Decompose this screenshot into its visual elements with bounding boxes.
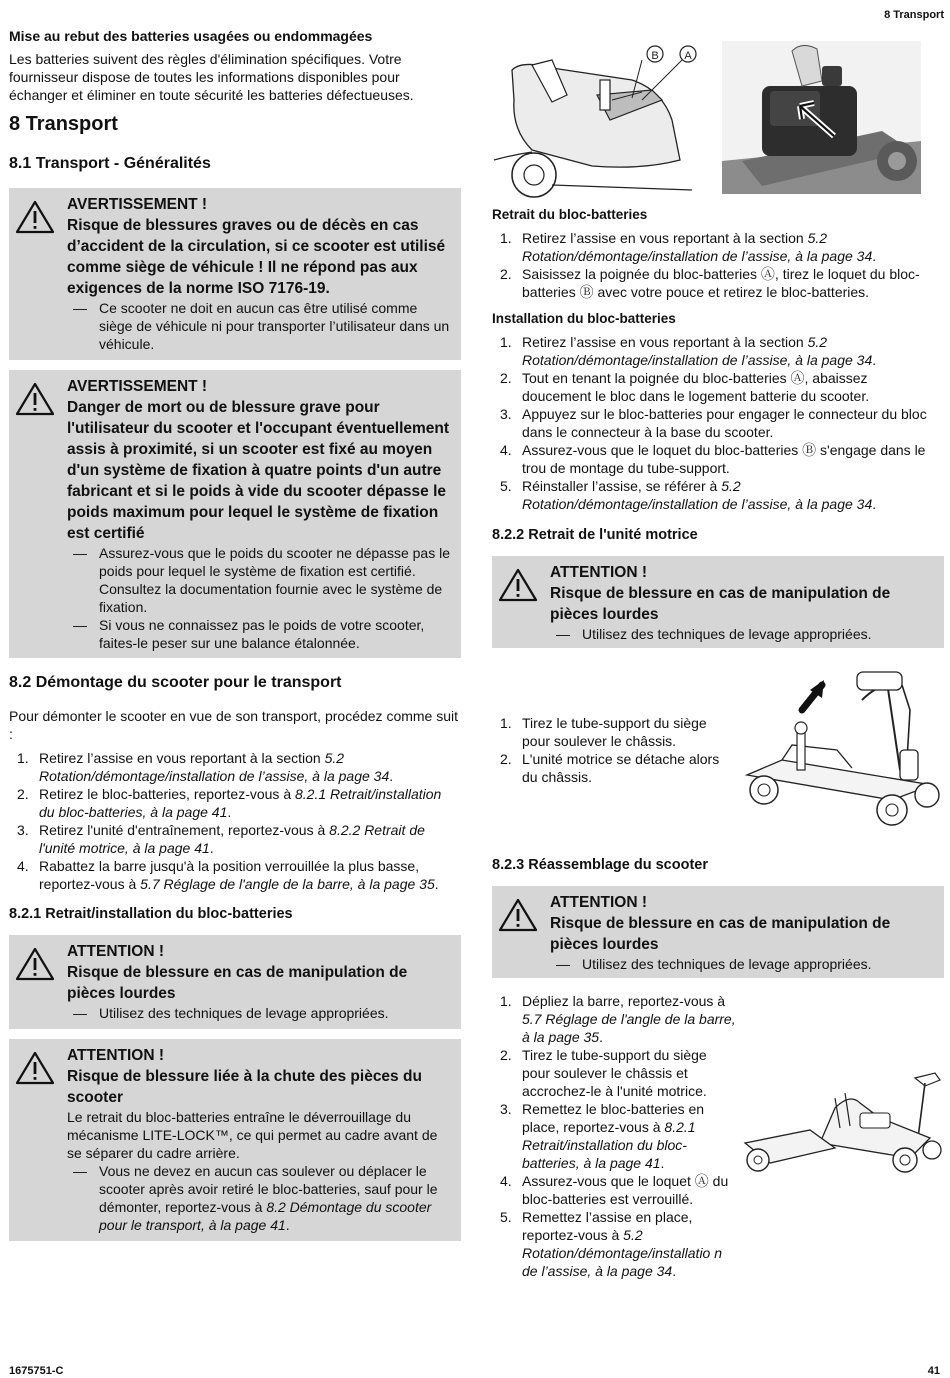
caution-box-heavy-parts-reassembly <box>492 886 944 978</box>
disposal-text: Les batteries suivent des règles d'élimination spécifiques. Votre fournisseur dispose de toutes les informations disponibles pour échanger et éliminer en toute sécurité les batteries défectueuses. <box>9 51 414 103</box>
warning-hazard-text: Danger de mort ou de blessure grave pour l'utilisateur du scooter et l'occupant éventuellement assis à proximité, si un scooter est fixé au moyen d'un système de fixation à quatre points d'un autre fabricant et si le poids à vide du scooter dépasse le poids maximum pour lequel le système de fixation est certifié <box>67 399 450 542</box>
step-item: 2. Tout en tenant la poignée du bloc-batteries Ⓐ, abaissez doucement le bloc dans le logement batterie du scooter. <box>500 370 870 404</box>
warning-action-item: — Assurez-vous que le poids du scooter ne dépasse pas le poids pour lequel le système de fixation est certifié. Consultez la documentation fournie avec le système de fixation. <box>67 544 451 616</box>
section-8-1-title: 8.1 Transport - Généralités <box>9 155 211 172</box>
warning-triangle-icon <box>15 946 55 982</box>
step-item: 3. Retirez l'unité d'entraînement, reportez-vous à 8.2.2 Retrait de l'unité motrice, à la page 41. <box>17 822 425 856</box>
caution-action-item: — Utilisez des techniques de levage appropriées. <box>550 625 934 643</box>
caution-box-heavy-parts <box>9 935 461 1029</box>
caution-signal-word: ATTENTION ! <box>550 894 648 911</box>
callout-b-label: B <box>651 50 659 62</box>
motor-unit-illustration <box>742 660 942 835</box>
motor-removal-steps <box>492 714 737 786</box>
caution-hazard-text: Risque de blessure en cas de manipulation de pièces lourdes <box>550 585 891 623</box>
warning-triangle-icon <box>15 381 55 417</box>
battery-removal-steps <box>492 229 940 301</box>
step-item: 2. Retirez le bloc-batteries, reportez-vous à 8.2.1 Retrait/installation du bloc-batteries, à la page 41. <box>17 786 442 820</box>
section-8-2-2-title: 8.2.2 Retrait de l'unité motrice <box>492 527 698 543</box>
section-8-2-1-title: 8.2.1 Retrait/installation du bloc-batteries <box>9 906 293 922</box>
step-item: 4. Rabattez la barre jusqu'à la position verrouillée la plus basse, reportez-vous à 5.7 Réglage de l'angle de la barre, à la page 35. <box>17 858 439 892</box>
warning-triangle-icon <box>498 897 538 933</box>
warning-box-vehicle-seat <box>9 188 461 360</box>
warning-signal-word: AVERTISSEMENT ! <box>67 378 208 395</box>
step-item: 2. Tirez le tube-support du siège pour soulever le châssis et accrochez-le à l'unité motrice. <box>500 1047 707 1099</box>
caution-action-list <box>67 1004 451 1022</box>
caution-signal-word: ATTENTION ! <box>67 943 165 960</box>
step-item: 2. L'unité motrice se détache alors du châssis. <box>500 751 720 785</box>
caution-action-item: — Vous ne devez en aucun cas soulever ou déplacer le scooter après avoir retiré le bloc-batteries, sauf pour le démonter, reportez-vous à 8.2 Démontage du scooter pour le transport, à la page 41. <box>67 1162 451 1234</box>
battery-install-steps <box>492 333 940 513</box>
callout-a-label: A <box>684 50 692 62</box>
caution-action-list <box>67 1162 451 1234</box>
reassembly-illustration <box>740 1068 945 1178</box>
disassembly-steps <box>9 749 459 893</box>
caution-action-list <box>550 955 934 973</box>
step-item: 1. Dépliez la barre, reportez-vous à 5.7 Réglage de l'angle de la barre, à la page 35. <box>500 993 736 1045</box>
warning-action-item: — Si vous ne connaissez pas le poids de votre scooter, faites-le peser sur une balance étalonnée. <box>67 616 451 652</box>
caution-description: Le retrait du bloc-batteries entraîne le déverrouillage du mécanisme LITE-LOCK™, ce qui permet au cadre avant de se séparer du cadre arrière. <box>67 1109 438 1161</box>
section-8-2-intro: Pour démonter le scooter en vue de son transport, procédez comme suit : <box>9 708 459 742</box>
caution-signal-word: ATTENTION ! <box>67 1047 165 1064</box>
disposal-heading: Mise au rebut des batteries usagées ou endommagées <box>9 28 373 44</box>
step-item: 5. Remettez l’assise en place, reportez-vous à 5.2 Rotation/démontage/installatio n de l’assise, à la page 34. <box>500 1209 723 1279</box>
caution-action-list <box>550 625 934 643</box>
step-item: 1. Retirez l’assise en vous reportant à la section 5.2 Rotation/démontage/installation de l’assise, à la page 34. <box>17 750 394 784</box>
step-item: 3. Appuyez sur le bloc-batteries pour engager le connecteur du bloc dans le connecteur à la base du scooter. <box>500 406 927 440</box>
section-8-2-3-title: 8.2.3 Réassemblage du scooter <box>492 857 708 873</box>
caution-hazard-text: Risque de blessure en cas de manipulation de pièces lourdes <box>550 915 891 953</box>
warning-action-item: — Ce scooter ne doit en aucun cas être utilisé comme siège de véhicule ni pour transporter l’utilisateur dans un véhicule. <box>67 299 451 353</box>
caution-hazard-text: Risque de blessure liée à la chute des pièces du scooter <box>67 1068 422 1106</box>
warning-action-list <box>67 299 451 353</box>
caution-action-item: — Utilisez des techniques de levage appropriées. <box>550 955 934 973</box>
battery-latch-illustration <box>492 40 718 200</box>
step-item: 3. Remettez le bloc-batteries en place, reportez-vous à 8.2.1 Retrait/installation du bloc-batteries, à la page 41. <box>500 1101 705 1171</box>
step-item: 4. Assurez-vous que le loquet Ⓐ du bloc-batteries est verrouillé. <box>500 1173 729 1207</box>
warning-box-tie-down <box>9 370 461 658</box>
caution-box-falling-parts <box>9 1039 461 1241</box>
warning-triangle-icon <box>15 1050 55 1086</box>
battery-lift-photo <box>722 41 921 194</box>
step-item: 4. Assurez-vous que le loquet du bloc-batteries Ⓑ s'engage dans le trou de montage du tube-support. <box>500 442 926 476</box>
running-header: 8 Transport <box>884 9 944 21</box>
caution-hazard-text: Risque de blessure en cas de manipulation de pièces lourdes <box>67 964 408 1002</box>
battery-install-heading: Installation du bloc-batteries <box>492 311 676 326</box>
step-item: 1. Retirez l’assise en vous reportant à la section 5.2 Rotation/démontage/installation de l’assise, à la page 34. <box>500 230 877 264</box>
battery-removal-heading: Retrait du bloc-batteries <box>492 207 648 222</box>
step-item: 1. Retirez l’assise en vous reportant à la section 5.2 Rotation/démontage/installation de l’assise, à la page 34. <box>500 334 877 368</box>
step-item: 5. Réinstaller l’assise, se référer à 5.2 Rotation/démontage/installation de l’assise, à la page 34. <box>500 478 877 512</box>
warning-signal-word: AVERTISSEMENT ! <box>67 196 208 213</box>
caution-signal-word: ATTENTION ! <box>550 564 648 581</box>
step-item: 2. Saisissez la poignée du bloc-batteries Ⓐ, tirez le loquet du bloc-batteries Ⓑ avec votre pouce et retirez le bloc-batteries. <box>500 266 920 300</box>
step-item: 1. Tirez le tube-support du siège pour soulever le châssis. <box>500 715 707 749</box>
warning-hazard-text: Risque de blessures graves ou de décès en cas d’accident de la circulation, si ce scooter est utilisé comme siège de véhicule ! Il ne répond pas aux exigences de la norme ISO 7176-19. <box>67 217 446 297</box>
warning-action-list <box>67 544 451 652</box>
reassembly-steps <box>492 992 737 1280</box>
document-number: 1675751-C <box>9 1365 64 1377</box>
warning-triangle-icon <box>498 567 538 603</box>
section-8-2-title: 8.2 Démontage du scooter pour le transport <box>9 674 342 691</box>
warning-triangle-icon <box>15 199 55 235</box>
caution-box-heavy-parts-motor <box>492 556 944 648</box>
disposal-section <box>9 27 459 104</box>
page-number: 41 <box>927 1365 940 1377</box>
chapter-title: 8 Transport <box>9 113 118 135</box>
caution-action-item: — Utilisez des techniques de levage appropriées. <box>67 1004 451 1022</box>
